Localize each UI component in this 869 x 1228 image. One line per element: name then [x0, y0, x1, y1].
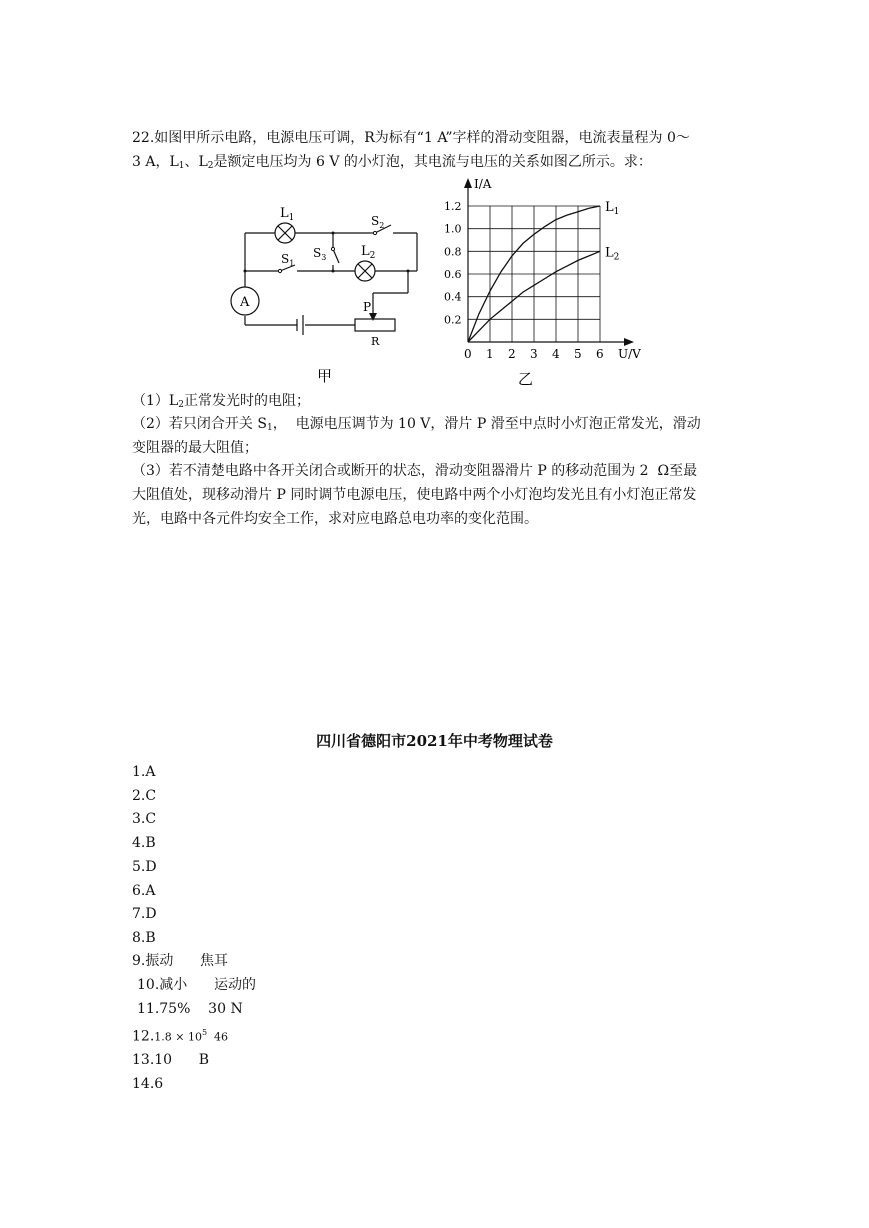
answer-item: 1.A: [132, 764, 156, 780]
y-axis-label: I/A: [474, 177, 492, 191]
sub-question-2: （2）若只闭合开关 $S_1$， 电源电压调节为 10 V，滑片 P 滑至中点时小灯泡正常发光，滑动: [132, 416, 701, 433]
answer-item: 5.D: [132, 859, 157, 875]
answer-item: 11.75% 30 N: [137, 1001, 243, 1017]
svg-text:A: A: [240, 295, 250, 310]
svg-text:L2: $L_2$: [361, 244, 376, 261]
x-tick-label: 1: [486, 347, 494, 361]
y-tick-label: 1.2: [444, 200, 462, 213]
answer-item: 6.A: [132, 883, 156, 899]
answer-item: 10.减小 运动的: [137, 977, 256, 993]
x-tick-label: 5: [574, 347, 582, 361]
iu-chart: [440, 172, 670, 387]
svg-text:P: P: [363, 300, 372, 314]
question-line-1: 22.如图甲所示电路，电源电压可调，R为标有“1 A”字样的滑动变阻器，电流表量程为 0～: [132, 130, 690, 146]
x-tick-label: 0: [464, 347, 472, 361]
answer-item: 9.振动 焦耳: [132, 953, 229, 969]
series-label-l2: $L_2$: [605, 245, 620, 263]
svg-text:甲: 甲: [317, 367, 333, 385]
svg-text:S1: $S_1$: [281, 252, 295, 268]
x-tick-label: 3: [530, 347, 538, 361]
x-tick-label: 6: [596, 347, 604, 361]
x-axis-label: U/V: [618, 347, 641, 361]
svg-text:R: R: [371, 335, 380, 348]
answer-item: 4.B: [132, 835, 156, 851]
answer-item: 8.B: [132, 930, 156, 946]
x-axis-arrow: [624, 338, 634, 346]
svg-text:S2: $S_2$: [371, 214, 385, 230]
sub-question-3-cont2: 光，电路中各元件均安全工作，求对应电路总电功率的变化范围。: [132, 511, 538, 527]
sub-question-2-cont: 变阻器的最大阻值；: [132, 440, 258, 456]
chart-caption: 乙: [518, 370, 534, 387]
series-label-l1: $L_1$: [605, 200, 620, 217]
answer-item: 14.6: [132, 1076, 164, 1092]
y-tick-label: 1.0: [444, 222, 462, 236]
answer-item: 13.10 B: [132, 1052, 210, 1068]
y-tick-label: 0.4: [444, 290, 462, 304]
x-tick-label: 4: [552, 347, 560, 361]
answer-item: $12.1.8 \times 10^5$ 46: [132, 1028, 229, 1045]
y-tick-label: 0.6: [444, 268, 462, 281]
answer-item: 2.C: [132, 788, 157, 804]
question-line-2: 3 A，$L_1$、$L_2$是额定电压均为 6 V 的小灯泡，其电流与电压的关系如图乙所示。求：: [132, 154, 652, 171]
y-tick-label: 0.2: [444, 313, 462, 327]
answer-item: 3.C: [132, 811, 157, 827]
svg-text:L1: $L_1$: [280, 206, 295, 223]
y-axis-arrow: [464, 178, 472, 188]
sub-question-1: $(1)L_2$正常发光时的电阻；: [132, 393, 310, 410]
x-tick-label: 2: [508, 347, 516, 361]
y-tick-label: 0.8: [444, 245, 462, 259]
answer-title: 四川省德阳市2021年中考物理试卷: [316, 732, 553, 750]
sub-question-3: （3）若不清楚电路中各开关闭合或断开的状态，滑动变阻器滑片 P 的移动范围为 2 Ω至最: [132, 463, 698, 479]
answer-item: 7.D: [132, 906, 157, 922]
circuit-diagram: [225, 195, 425, 385]
svg-text:S3: $S_3$: [313, 246, 327, 262]
sub-question-3-cont1: 大阻值处，现移动滑片 P 同时调节电源电压，使电路中两个小灯泡均发光且有小灯泡正常发: [132, 487, 697, 503]
